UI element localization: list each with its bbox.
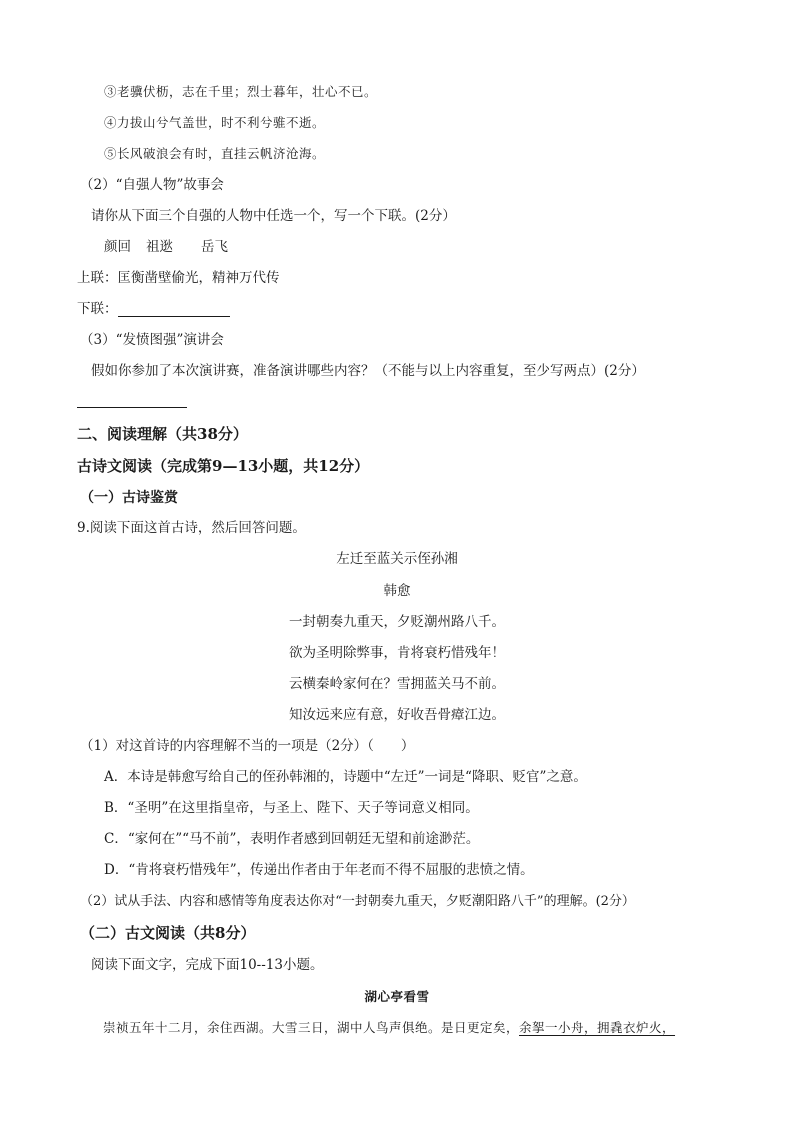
q3-heading: （3）“发愤图强”演讲会 <box>80 332 224 348</box>
q9-1-option-a: A．本诗是韩愈写给自己的侄孙韩湘的，诗题中“左迁”一词是“降职、贬官”之意。 <box>104 769 587 785</box>
q9-1-option-b: B．“圣明”在这里指皇帝，与圣上、陛下、天子等词意义相同。 <box>104 800 479 816</box>
q2-person-1: 颜回 <box>104 239 131 255</box>
q9-intro: 9.阅读下面这首古诗，然后回答问题。 <box>77 520 306 536</box>
q2-lower-label: 下联： <box>77 301 118 317</box>
poem-line-4: 知汝远来应有意，好收吾骨瘴江边。 <box>289 707 505 723</box>
q9-1-option-d: D．“肯将衰朽惜残年”，传递出作者由于年老而不得不屈服的悲愤之情。 <box>104 862 534 878</box>
quote-line-5: ⑤长风破浪会有时，直挂云帆济沧海。 <box>104 146 326 161</box>
q3-answer-blank[interactable] <box>77 407 187 408</box>
poem-title: 左迁至蓝关示侄孙湘 <box>336 551 458 567</box>
q9-1-option-c: C．“家何在”“马不前”，表明作者感到回朝廷无望和前途渺茫。 <box>104 831 480 847</box>
q2-heading: （2）“自强人物”故事会 <box>80 177 224 193</box>
part-2-intro: 阅读下面文字，完成下面10--13小题。 <box>91 957 324 973</box>
essay-first-line <box>103 1019 675 1037</box>
q3-instruction: 假如你参加了本次演讲赛，准备演讲哪些内容？（不能与以上内容重复，至少写两点）(2分） <box>91 363 645 379</box>
section-2-title: 二、阅读理解（共38分） <box>77 425 248 443</box>
essay-text-underlined: 余挐一小舟，拥毳衣炉火， <box>519 1020 676 1035</box>
q2-person-2: 祖逖 <box>146 239 173 255</box>
quote-line-3: ③老骥伏枥，志在千里；烈士暮年，壮心不已。 <box>104 84 378 99</box>
q2-upper-couplet: 上联：匡衡凿壁偷光，精神万代传 <box>77 270 280 286</box>
q9-2-stem: （2）试从手法、内容和感情等角度表达你对“一封朝奏九重天，夕贬潮阳路八千”的理解。(2分） <box>80 894 635 909</box>
essay-text-plain: 崇祯五年十二月，余住西湖。大雪三日，湖中人鸟声俱绝。是日更定矣， <box>103 1020 520 1035</box>
poem-line-1: 一封朝奏九重天，夕贬潮州路八千。 <box>289 614 505 630</box>
essay-title: 湖心亭看雪 <box>364 989 430 1004</box>
poem-line-3: 云横秦岭家何在？雪拥蓝关马不前。 <box>289 676 505 692</box>
poem-author: 韩愈 <box>383 583 411 599</box>
q9-1-stem: （1）对这首诗的内容理解不当的一项是（2分）（ ） <box>80 738 415 754</box>
poem-line-2: 欲为圣明除弊事，肯将衰朽惜残年！ <box>289 645 505 661</box>
part-1-title: （一）古诗鉴赏 <box>80 490 178 506</box>
q2-answer-blank[interactable] <box>118 316 230 317</box>
q2-instruction: 请你从下面三个自强的人物中任选一个，写一个下联。(2分） <box>91 208 456 224</box>
quote-line-4: ④力拔山兮气盖世，时不利兮骓不逝。 <box>104 115 326 130</box>
q2-person-3: 岳飞 <box>201 239 228 255</box>
section-2-subtitle: 古诗文阅读（完成第9—13小题，共12分） <box>77 457 370 475</box>
part-2-title: （二）古文阅读（共8分） <box>80 924 256 942</box>
